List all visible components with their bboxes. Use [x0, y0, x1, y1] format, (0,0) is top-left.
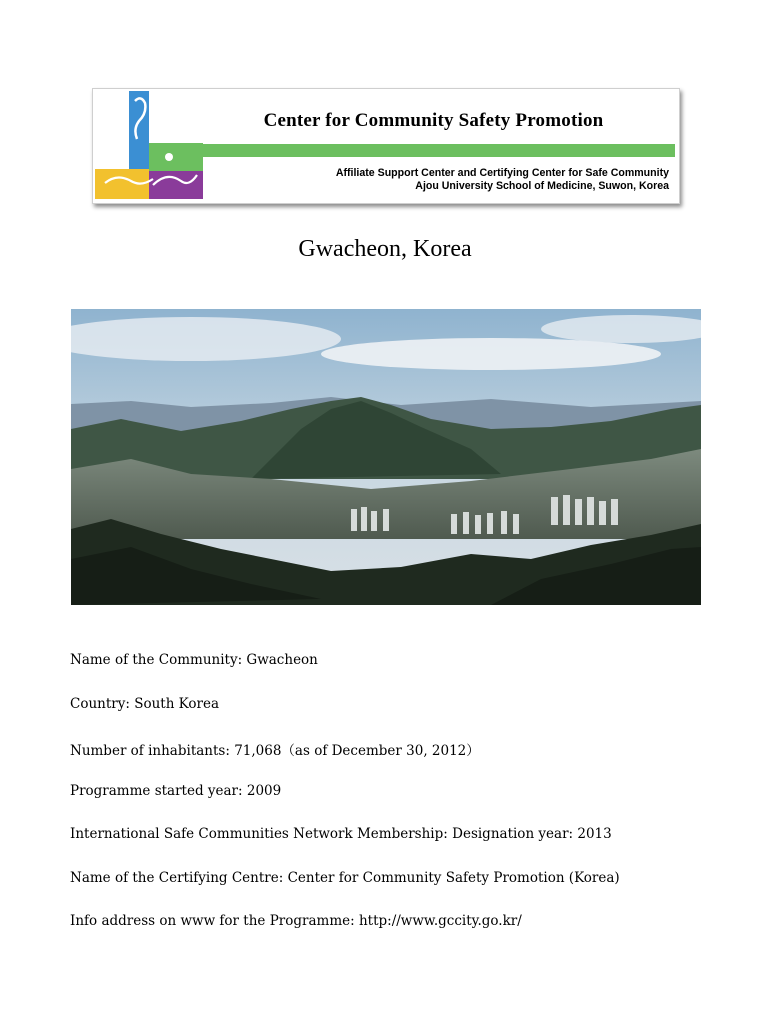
- info-label: Info address on www for the Programme: [70, 913, 351, 929]
- info-label: International Safe Communities Network Membership: [70, 826, 444, 842]
- info-row-web-address: Info address on www for the Programme: http://www.gccity.go.kr/: [70, 913, 522, 929]
- info-value-link[interactable]: http://www.gccity.go.kr/: [358, 913, 522, 929]
- info-value: Gwacheon: [246, 652, 318, 668]
- info-value: Designation year: 2013: [452, 826, 612, 842]
- info-row-inhabitants: Number of inhabitants: 71,068（as of December 30, 2012）: [70, 743, 480, 759]
- info-value: Center for Community Safety Promotion (Korea): [287, 869, 620, 886]
- community-logo-icon: [95, 91, 203, 199]
- info-label: Name of the Certifying Centre: [70, 869, 279, 886]
- community-info: [70, 652, 730, 957]
- banner-subtitle: [269, 167, 669, 193]
- banner: [92, 88, 680, 204]
- banner-subtitle-line1: Affiliate Support Center and Certifying Center for Safe Community: [335, 167, 669, 179]
- info-row-start-year: Programme started year: 2009: [70, 782, 282, 799]
- info-label: Number of inhabitants: [70, 743, 226, 759]
- info-row-membership: International Safe Communities Network Membership: Designation year: 2013: [70, 826, 612, 842]
- info-row-certifying-centre: Name of the Certifying Centre: Center for Community Safety Promotion (Korea): [70, 869, 620, 886]
- banner-green-bar: [153, 144, 675, 157]
- info-value: 71,068（as of December 30, 2012）: [234, 743, 480, 759]
- info-value: 2009: [246, 782, 282, 799]
- banner-subtitle-line2: Ajou University School of Medicine, Suwon, Korea: [415, 180, 669, 192]
- info-row-community-name: Name of the Community: Gwacheon: [70, 652, 318, 668]
- info-label: Country: [70, 695, 126, 712]
- info-label: Programme started year: [70, 782, 239, 799]
- info-value: South Korea: [134, 695, 220, 712]
- banner-title: Center for Community Safety Promotion: [263, 110, 604, 131]
- info-row-country: Country: South Korea: [70, 695, 220, 712]
- page-title: Gwacheon, Korea: [298, 236, 472, 262]
- landscape-photo: [71, 309, 701, 605]
- info-label: Name of the Community: [70, 652, 238, 668]
